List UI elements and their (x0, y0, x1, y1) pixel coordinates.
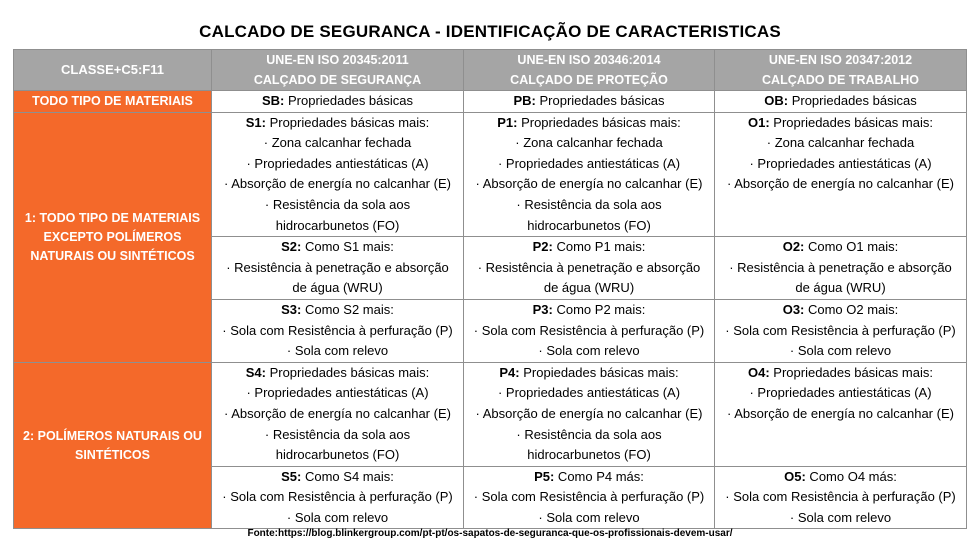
property-text: · Resistência da sola aos (264, 426, 411, 442)
classification-code: P2: (532, 239, 553, 255)
classification-code: O3: (782, 301, 805, 317)
property-text: · Absorção de energía no calcanhar (E) (727, 176, 954, 192)
classification-cell (464, 91, 715, 113)
classification-heading (715, 237, 966, 258)
classification-cell (464, 466, 715, 529)
material-category-cell: 2: POLÍMEROS NATURAIS OU SINTÉTICOS (14, 362, 212, 529)
property-line (212, 154, 463, 175)
property-text: · Propriedades antiestáticas (A) (246, 385, 429, 401)
classification-heading (715, 467, 966, 488)
property-text: de água (WRU) (292, 280, 383, 296)
property-text: · Sola com Resistência à perfuração (P) (473, 489, 705, 505)
property-text: · Resistência da sola aos (516, 426, 662, 442)
property-text (839, 218, 843, 233)
property-line (464, 133, 714, 154)
classification-cell (212, 466, 464, 529)
header-standard: UNE-EN ISO 20346:2014 (517, 53, 661, 67)
classification-code: S1: (245, 114, 266, 130)
property-line (715, 278, 966, 299)
property-text: Propriedades básicas mais: (265, 114, 430, 130)
classification-cell (464, 237, 715, 300)
classification-cell (464, 299, 715, 362)
property-text: · Absorção de energía no calcanhar (E) (224, 176, 451, 192)
property-line (715, 508, 966, 529)
property-line (715, 321, 966, 342)
property-text: de água (WRU) (795, 280, 886, 296)
property-text: · Resistência da sola aos (264, 196, 411, 212)
header-col-work (715, 50, 967, 91)
property-line (212, 341, 463, 362)
property-line (212, 383, 463, 404)
property-text: · Resistência da sola aos (516, 196, 662, 212)
property-line (715, 425, 966, 446)
property-text: · Absorção de energía no calcanhar (E) (727, 405, 954, 421)
classification-code: S4: (245, 364, 266, 380)
classification-heading (464, 300, 714, 321)
header-col-safety (212, 50, 464, 91)
property-text: · Absorção de energía no calcanhar (E) (224, 405, 451, 421)
classification-heading (464, 363, 714, 384)
source-citation: Fonte:https://blog.blinkergroup.com/pt-pt/os-sapatos-de-seguranca-que-os-profissionais-devem-usar/ (247, 528, 733, 539)
header-footwear-type: CALÇADO DE SEGURANÇA (253, 73, 422, 87)
property-text: · Zona calcanhar fechada (515, 135, 663, 151)
property-line (464, 508, 714, 529)
property-line (212, 258, 463, 279)
property-line (464, 341, 714, 362)
property-line (715, 487, 966, 508)
property-text: hidrocarbunetos (FO) (275, 447, 400, 463)
classification-code: O5: (784, 468, 806, 484)
table-row (14, 112, 967, 237)
property-text: · Sola com relevo (286, 343, 389, 359)
property-line (715, 133, 966, 154)
page-title: CALCADO DE SEGURANCA - IDENTIFICAÇÃO DE CARACTERISTICAS (199, 22, 781, 41)
table-row (14, 91, 967, 113)
classification-heading (715, 363, 966, 384)
property-text (839, 197, 843, 212)
classification-heading (464, 91, 714, 112)
property-text: Propriedades básicas mais: (517, 114, 681, 130)
property-text: Como O2 mais: (804, 301, 899, 317)
classification-code: P5: (534, 468, 555, 484)
property-text: de água (WRU) (543, 280, 635, 296)
property-line (464, 487, 714, 508)
property-line (715, 258, 966, 279)
header-footwear-type: CALÇADO DE PROTEÇÃO (510, 73, 668, 87)
property-line (212, 321, 463, 342)
classification-code: P3: (532, 301, 553, 317)
property-text: · Propriedades antiestáticas (A) (246, 155, 429, 171)
classification-code: P1: (497, 114, 518, 130)
classification-heading (464, 113, 714, 134)
property-text: hidrocarbunetos (FO) (527, 217, 651, 233)
property-text: · Propriedades antiestáticas (A) (497, 155, 681, 171)
property-text: · Sola com Resistência à perfuração (P) (222, 489, 453, 505)
property-line (212, 508, 463, 529)
property-text: Propriedades básicas mais: (265, 364, 430, 380)
classification-heading (212, 363, 463, 384)
property-line (715, 154, 966, 175)
property-text: · Sola com relevo (538, 343, 640, 359)
property-line (464, 425, 714, 446)
classification-heading (715, 300, 966, 321)
header-standard: UNE-EN ISO 20345:2011 (266, 53, 409, 67)
property-line (715, 383, 966, 404)
property-text: Como P1 mais: (552, 239, 646, 255)
classification-cell (715, 237, 967, 300)
table-row (14, 362, 967, 466)
property-line (212, 216, 463, 237)
property-line (464, 278, 714, 299)
header-row (14, 50, 967, 91)
property-line (464, 258, 714, 279)
property-text: · Sola com relevo (789, 343, 892, 359)
property-text: · Propriedades antiestáticas (A) (749, 385, 932, 401)
property-line (715, 445, 966, 466)
property-text: hidrocarbunetos (FO) (527, 447, 651, 463)
classification-heading (212, 113, 463, 134)
characteristics-table (13, 49, 967, 529)
property-line (715, 195, 966, 216)
property-line (464, 195, 714, 216)
classification-code: SB: (261, 93, 285, 108)
property-text: Propriedades básicas (284, 93, 414, 108)
property-text: hidrocarbunetos (FO) (275, 217, 400, 233)
classification-heading (464, 237, 714, 258)
property-text: · Resistência à penetração e absorção (477, 259, 701, 275)
classification-cell (715, 362, 967, 466)
classification-code: PB: (513, 93, 536, 108)
property-text: · Sola com Resistência à perfuração (P) (222, 322, 453, 338)
classification-heading (212, 300, 463, 321)
classification-cell (715, 112, 967, 237)
material-category-cell: TODO TIPO DE MATERIAIS (14, 91, 212, 113)
property-text (839, 427, 843, 442)
property-text (839, 447, 843, 462)
property-line (464, 404, 714, 425)
property-line (212, 174, 463, 195)
classification-cell (212, 299, 464, 362)
property-text: · Sola com Resistência à perfuração (P) (725, 489, 956, 505)
classification-cell (715, 466, 967, 529)
property-text: · Sola com relevo (538, 509, 640, 525)
classification-cell (212, 112, 464, 237)
property-text: · Sola com Resistência à perfuração (P) (473, 322, 705, 338)
property-text: Propriedades básicas mais: (769, 364, 933, 380)
property-text: Como S1 mais: (301, 239, 394, 255)
classification-heading (212, 467, 463, 488)
property-line (464, 445, 714, 466)
classification-cell (464, 362, 715, 466)
classification-heading (212, 237, 463, 258)
classification-cell (464, 112, 715, 237)
property-line (464, 383, 714, 404)
property-text: Propriedades básicas (535, 93, 665, 108)
property-line (212, 133, 463, 154)
property-text: Como P4 más: (554, 468, 644, 484)
header-standard: UNE-EN ISO 20347:2012 (768, 53, 913, 67)
property-text: Como S2 mais: (301, 301, 394, 317)
property-line (715, 404, 966, 425)
header-col-protection (464, 50, 715, 91)
classification-cell (715, 299, 967, 362)
property-text: · Zona calcanhar fechada (263, 135, 412, 151)
classification-cell (212, 362, 464, 466)
classification-code: O1: (748, 114, 770, 130)
header-footwear-type: CALÇADO DE TRABALHO (762, 73, 919, 87)
classification-heading (212, 91, 463, 112)
classification-heading (715, 113, 966, 134)
property-line (464, 174, 714, 195)
classification-cell (715, 91, 967, 113)
property-text: · Propriedades antiestáticas (A) (749, 155, 932, 171)
property-text: · Propriedades antiestáticas (A) (497, 385, 681, 401)
classification-code: S3: (281, 301, 302, 317)
property-text: · Zona calcanhar fechada (766, 135, 915, 151)
property-text: · Sola com Resistência à perfuração (P) (725, 322, 956, 338)
property-line (715, 216, 966, 237)
property-text: Como O1 mais: (804, 239, 899, 255)
classification-cell (212, 91, 464, 113)
classification-cell (212, 237, 464, 300)
property-text: · Absorção de energía no calcanhar (E) (475, 176, 703, 192)
property-text: Propriedades básicas (788, 93, 917, 108)
property-line (464, 321, 714, 342)
classification-heading (715, 91, 966, 112)
property-text: Propriedades básicas mais: (769, 114, 933, 130)
property-text: · Sola com relevo (789, 509, 892, 525)
property-line (464, 216, 714, 237)
classification-code: S5: (281, 468, 302, 484)
property-line (715, 341, 966, 362)
classification-code: O2: (782, 239, 805, 255)
property-text: Como P2 mais: (552, 301, 646, 317)
classification-code: OB: (764, 93, 789, 108)
classification-code: P4: (499, 364, 520, 380)
header-corner-cell: CLASSE+C5:F11 (14, 50, 212, 91)
property-text: · Sola com relevo (286, 509, 389, 525)
property-text: · Resistência à penetração e absorção (729, 259, 952, 275)
property-line (715, 174, 966, 195)
property-text: · Absorção de energía no calcanhar (E) (475, 405, 703, 421)
property-line (212, 278, 463, 299)
property-text: Como O4 más: (805, 468, 897, 484)
property-line (212, 487, 463, 508)
property-text: Propiedades básicas mais: (519, 364, 679, 380)
classification-code: O4: (748, 364, 770, 380)
property-text: · Resistência à penetração e absorção (226, 259, 449, 275)
property-line (212, 404, 463, 425)
property-line (212, 425, 463, 446)
classification-heading (464, 467, 714, 488)
material-category-cell: 1: TODO TIPO DE MATERIAIS EXCEPTO POLÍMEROS NATURAIS OU SINTÉTICOS (14, 112, 212, 362)
property-line (212, 445, 463, 466)
property-line (212, 195, 463, 216)
property-line (464, 154, 714, 175)
property-text: Como S4 mais: (301, 468, 394, 484)
classification-code: S2: (281, 239, 302, 255)
